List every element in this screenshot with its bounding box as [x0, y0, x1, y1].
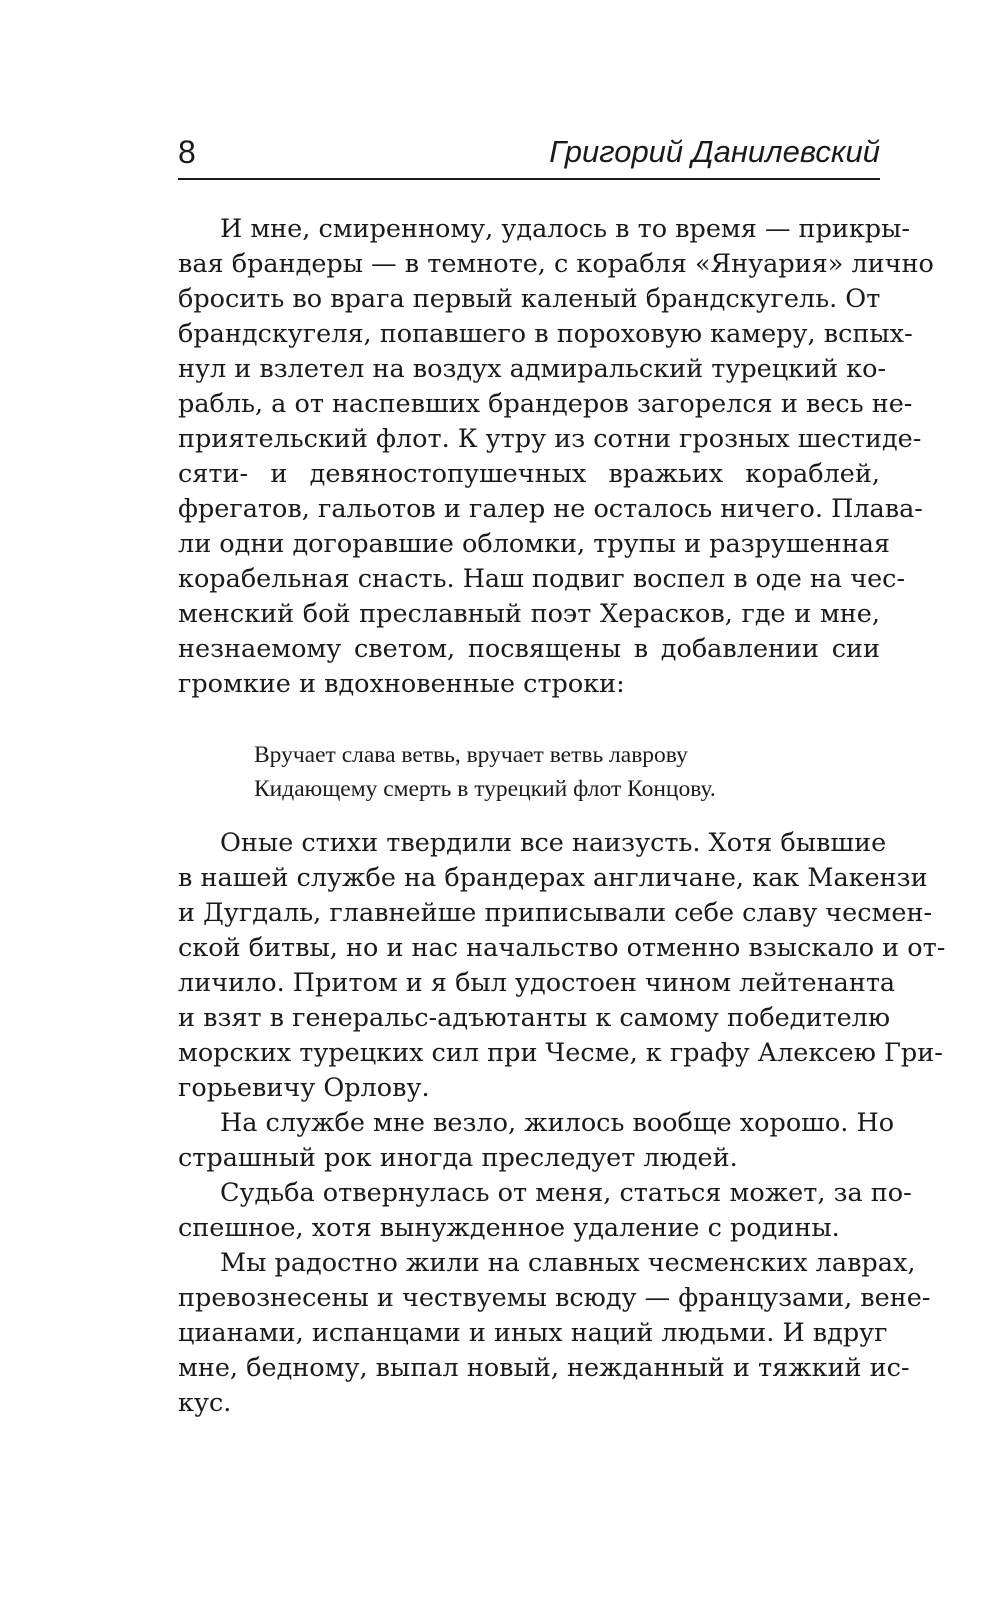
- text-line: кус.: [178, 1388, 232, 1418]
- text-line: в нашей службе на брандерах англичане, как Макензи: [178, 863, 928, 893]
- text-line: мне, бедному, выпал новый, нежданный и тяжкий ис-: [178, 1353, 910, 1383]
- text-line: брандскугеля, попавшего в пороховую камеру, вспых-: [178, 319, 913, 349]
- text-line: фрегатов, гальотов и галер не осталось ничего. Плава-: [178, 494, 923, 524]
- paragraph-4: [178, 1176, 912, 1246]
- text-line: ли одни догоравшие обломки, трупы и разрушенная: [178, 529, 891, 559]
- text-line: нул и взлетел на воздух адмиральский турецкий ко-: [178, 354, 887, 384]
- paragraph-1: [178, 212, 934, 702]
- text-line: Судьба отвернулась от меня, статься может, за по-: [220, 1178, 912, 1208]
- text-line: приятельский флот. К утру из сотни грозных шестиде-: [178, 424, 922, 454]
- verse-quote: [254, 738, 716, 806]
- paragraph-2: [178, 826, 946, 1106]
- text-line: Мы радостно жили на славных чесменских лаврах,: [220, 1248, 916, 1278]
- text-line: сяти- и девяностопушечных вражьих кораблей,: [178, 459, 880, 489]
- text-line: горьевичу Орлову.: [178, 1073, 430, 1103]
- text-line: Оные стихи твердили все наизусть. Хотя бывшие: [220, 828, 887, 858]
- text-line: личило. Притом и я был удостоен чином лейтенанта: [178, 968, 896, 998]
- text-line: и Дугдаль, главнейше приписывали себе славу чесмен-: [178, 898, 933, 928]
- text-line: рабль, а от наспевших брандеров загорелся и весь не-: [178, 389, 913, 419]
- text-line: ской битвы, но и нас начальство отменно взыскало и от-: [178, 933, 946, 963]
- text-line: менский бой преславный поэт Херасков, где и мне,: [178, 599, 880, 629]
- text-line: морских турецких сил при Чесме, к графу Алексею Гри-: [178, 1038, 943, 1068]
- page-number: 8: [178, 134, 196, 170]
- text-line: спешное, хотя вынужденное удаление с родины.: [178, 1213, 840, 1243]
- text-line: и взят в генеральс-адъютанты к самому победителю: [178, 1003, 891, 1033]
- text-line: незнаемому светом, посвящены в добавлении сии: [178, 634, 880, 664]
- page-header: [178, 128, 880, 180]
- paragraph-3: [178, 1106, 895, 1176]
- text-line: страшный рок иногда преследует людей.: [178, 1143, 738, 1173]
- verse-line: Вручает слава ветвь, вручает ветвь лаврову: [254, 742, 688, 768]
- running-head-author: Григорий Данилевский: [549, 134, 880, 169]
- text-line: громкие и вдохновенные строки:: [178, 669, 625, 699]
- paragraph-5: [178, 1246, 931, 1421]
- verse-line: Кидающему смерть в турецкий флот Концову.: [254, 776, 716, 802]
- text-line: корабельная снасть. Наш подвиг воспел в оде на чес-: [178, 564, 906, 594]
- text-line: вая брандеры — в темноте, с корабля «Януария» лично: [178, 249, 934, 279]
- text-line: превознесены и чествуемы всюду — французами, вене-: [178, 1283, 931, 1313]
- text-line: На службе мне везло, жилось вообще хорошо. Но: [220, 1108, 895, 1138]
- text-line: бросить во врага первый каленый брандскугель. От: [178, 284, 881, 314]
- text-line: цианами, испанцами и иных наций людьми. И вдруг: [178, 1318, 888, 1348]
- text-line: И мне, смиренному, удалось в то время — прикры-: [220, 214, 911, 244]
